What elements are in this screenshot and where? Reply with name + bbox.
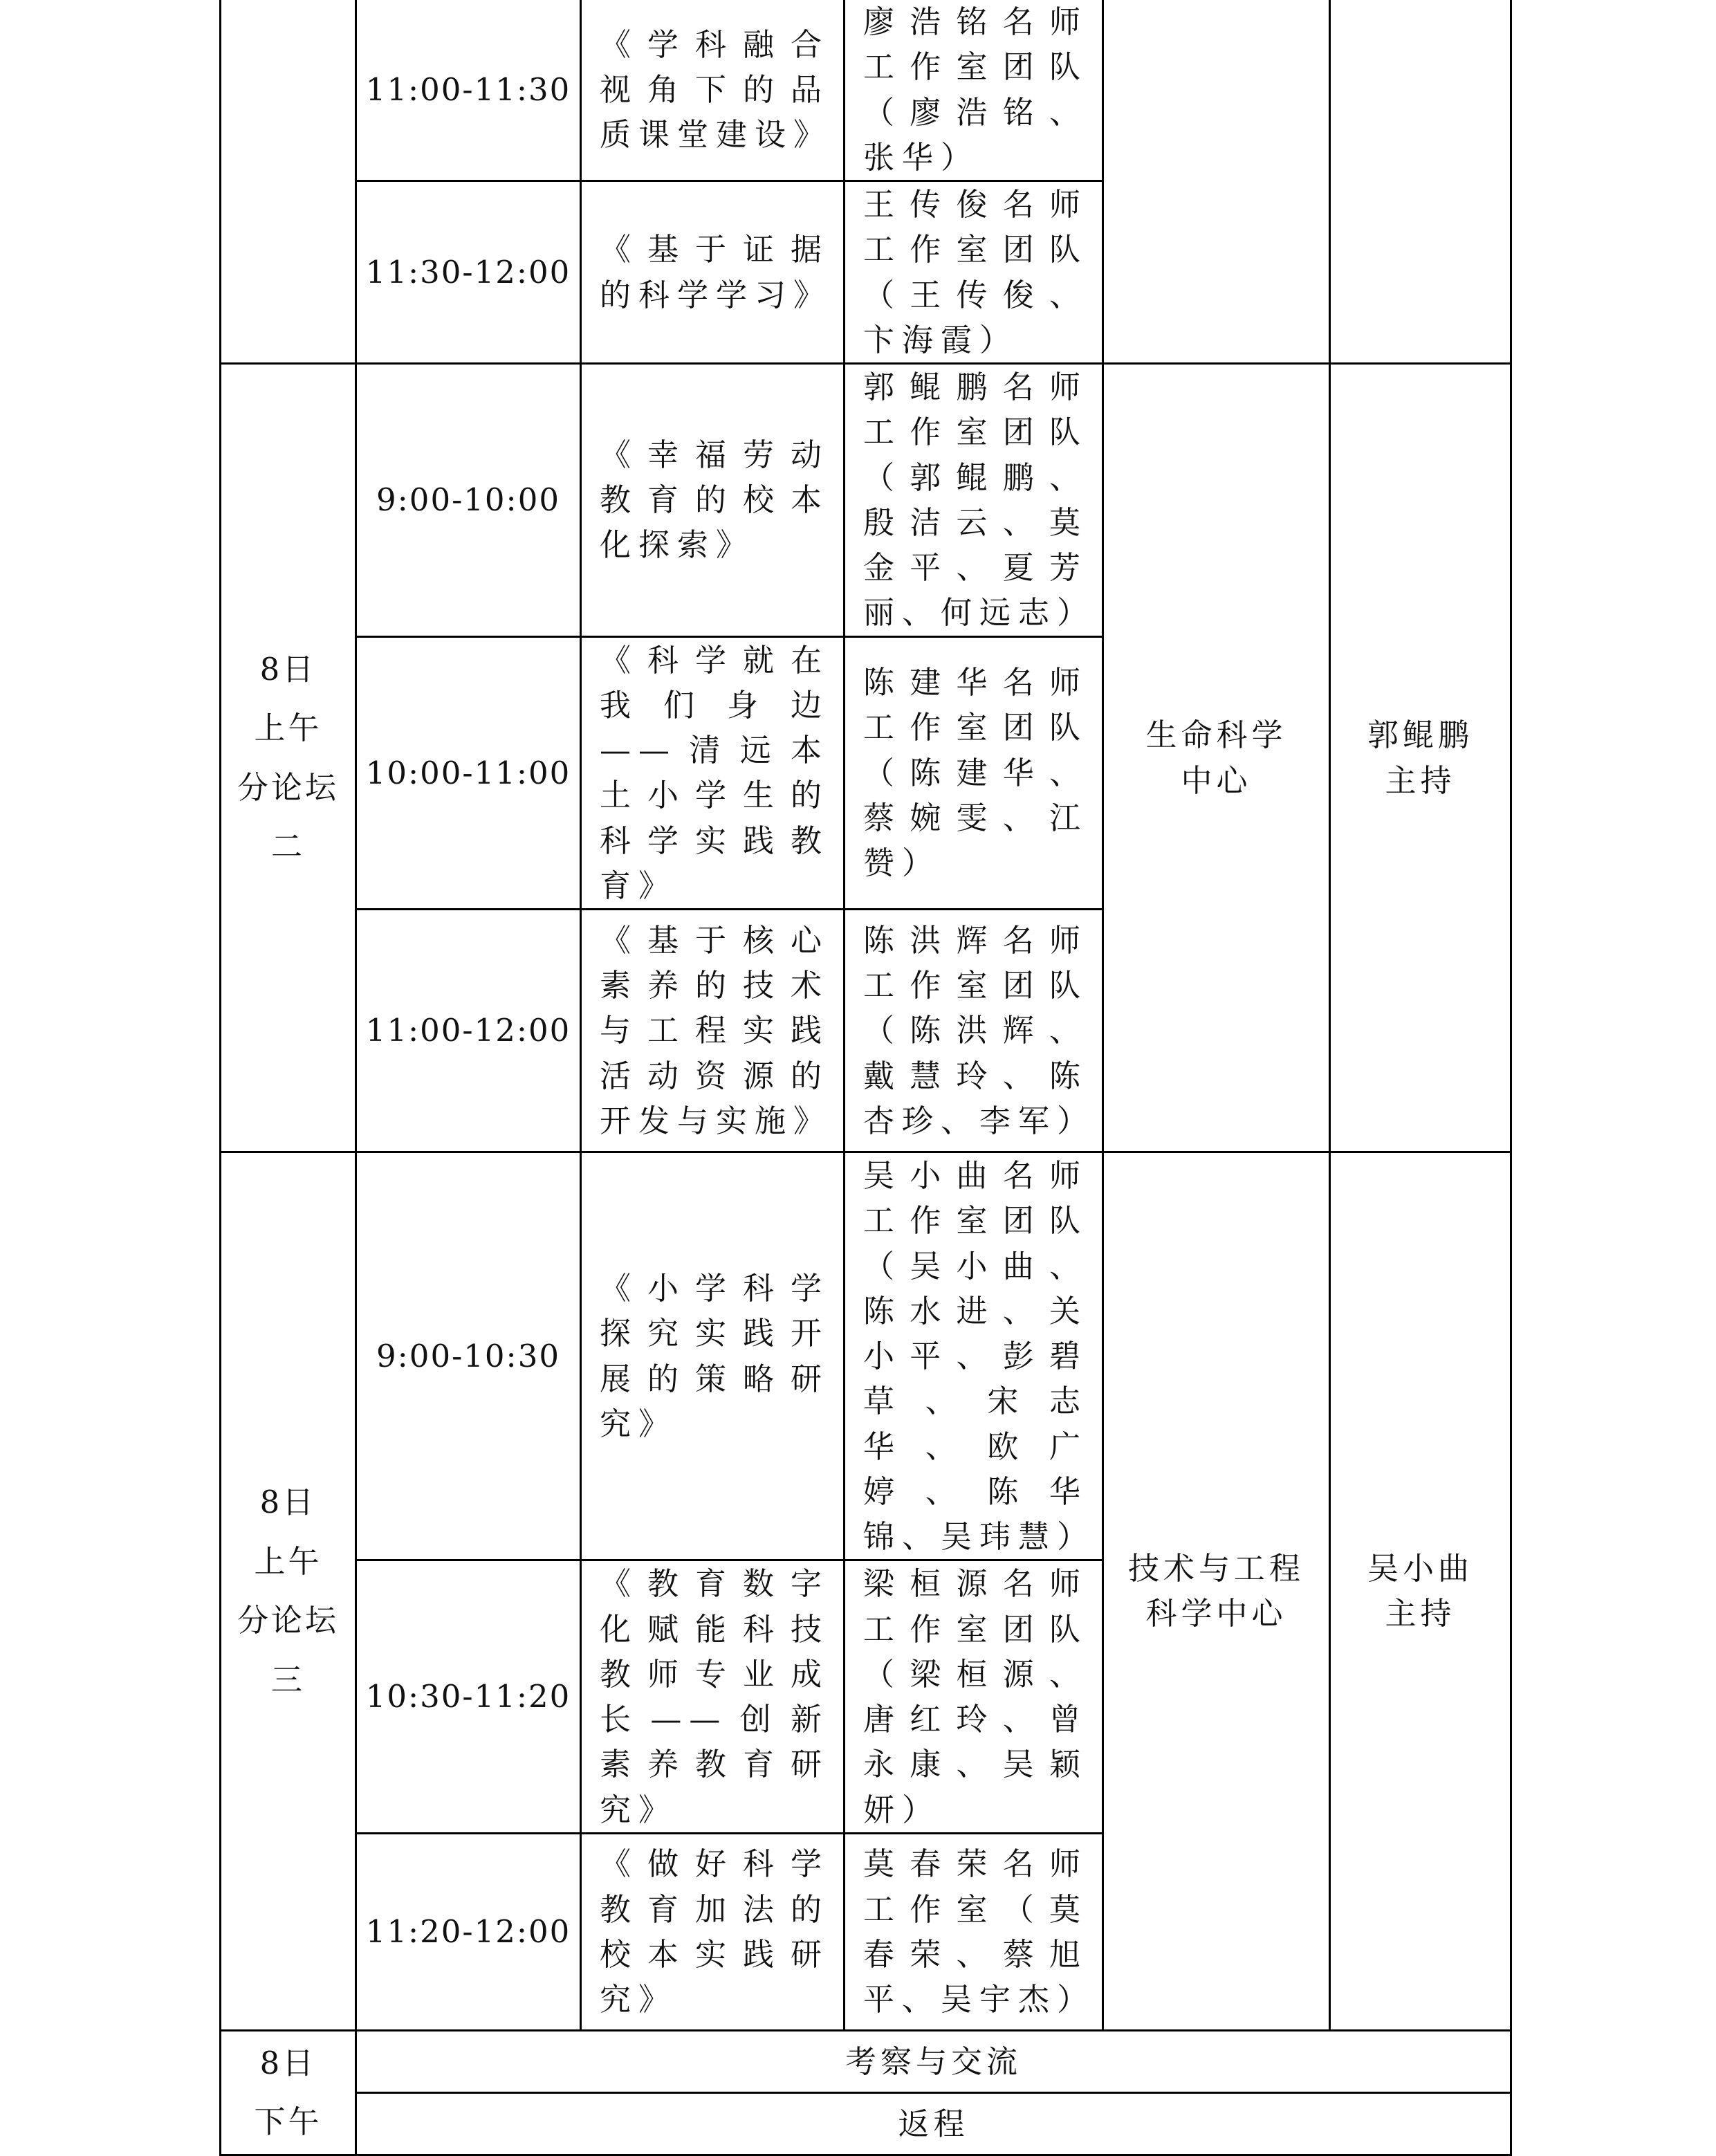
- session-title: 《基于核心素养的技术与工程实践活动资源的开发与实施》: [581, 910, 845, 1152]
- afternoon-item: 考察与交流: [356, 2030, 1511, 2092]
- afternoon-day-cell: [221, 2030, 356, 2155]
- session-title: 《幸福劳动教育的校本化探索》: [581, 364, 845, 637]
- session-presenter: 吴小曲名师工作室团队（吴小曲、陈水进、关小平、彭碧草、宋志华、欧广婷、陈华锦、吴玮慧）: [845, 1152, 1103, 1560]
- table-row: [221, 364, 1511, 637]
- session-title: 《科学就在我们身边——清远本土小学生的科学实践教育》: [581, 636, 845, 910]
- forum2-venue-cell: [1103, 364, 1330, 1152]
- venue-cell-continued: [1103, 0, 1330, 364]
- table-row: [221, 1152, 1511, 1560]
- session-presenter: 陈建华名师工作室团队（陈建华、蔡婉雯、江赞）: [845, 636, 1103, 910]
- venue-line: 生命科学: [1145, 717, 1287, 754]
- forum3-host-cell: 吴小曲主持: [1330, 1152, 1511, 2031]
- session-time: 10:30-11:20: [356, 1560, 581, 1834]
- host-cell-continued: [1330, 0, 1511, 364]
- session-time: 11:00-11:30: [356, 0, 581, 181]
- day-line: 二: [270, 828, 305, 865]
- table-row: [221, 0, 1511, 181]
- day-line: 下午: [254, 2103, 322, 2141]
- session-title: 《基于证据的科学学习》: [581, 181, 845, 364]
- forum2-day-cell: [221, 364, 356, 1152]
- day-line: 8日: [259, 650, 317, 688]
- session-presenter: 王传俊名师工作室团队（王传俊、卞海霞）: [845, 181, 1103, 364]
- schedule-table: [219, 0, 1512, 2156]
- session-time: 10:00-11:00: [356, 636, 581, 910]
- table-row: [221, 2030, 1511, 2092]
- session-title: 《学科融合视角下的品质课堂建设》: [581, 0, 845, 181]
- day-cell-continued: [221, 0, 356, 364]
- session-presenter: 梁桓源名师工作室团队（梁桓源、唐红玲、曾永康、吴颖妍）: [845, 1560, 1103, 1834]
- session-time: 9:00-10:30: [356, 1152, 581, 1560]
- session-time: 9:00-10:00: [356, 364, 581, 637]
- session-presenter: 郭鲲鹏名师工作室团队（郭鲲鹏、殷洁云、莫金平、夏芳丽、何远志）: [845, 364, 1103, 637]
- session-presenter: 莫春荣名师工作室（莫春荣、蔡旭平、吴宇杰）: [845, 1833, 1103, 2030]
- forum3-venue-cell: 技术与工程科学中心: [1103, 1152, 1330, 2031]
- venue-line: 中心: [1181, 762, 1252, 799]
- day-line: 上午: [254, 710, 322, 746]
- host-line: 主持: [1385, 762, 1456, 799]
- session-title: 《教育数字化赋能科技教师专业成长——创新素养教育研究》: [581, 1560, 845, 1834]
- session-title: 《做好科学教育加法的校本实践研究》: [581, 1833, 845, 2030]
- day-line: 8日: [259, 1484, 317, 1521]
- day-line: 上午: [254, 1542, 322, 1580]
- session-time: 11:30-12:00: [356, 181, 581, 364]
- day-line: 三: [270, 1661, 305, 1698]
- forum3-day-cell: [221, 1152, 356, 2031]
- session-title: 《小学科学探究实践开展的策略研究》: [581, 1152, 845, 1560]
- session-presenter: 陈洪辉名师工作室团队（陈洪辉、戴慧玲、陈杏珍、李军）: [845, 910, 1103, 1152]
- day-line: 8日: [259, 2044, 317, 2081]
- day-line: 分论坛: [237, 768, 339, 806]
- afternoon-item: 返程: [356, 2092, 1511, 2155]
- table-row: [221, 2092, 1511, 2155]
- session-time: 11:20-12:00: [356, 1833, 581, 2030]
- session-presenter: 廖浩铭名师工作室团队（廖浩铭、张华）: [845, 0, 1103, 181]
- host-line: 郭鲲鹏: [1367, 717, 1473, 754]
- forum2-host-cell: [1330, 364, 1511, 1152]
- day-line: 分论坛: [237, 1602, 339, 1639]
- session-time: 11:00-12:00: [356, 910, 581, 1152]
